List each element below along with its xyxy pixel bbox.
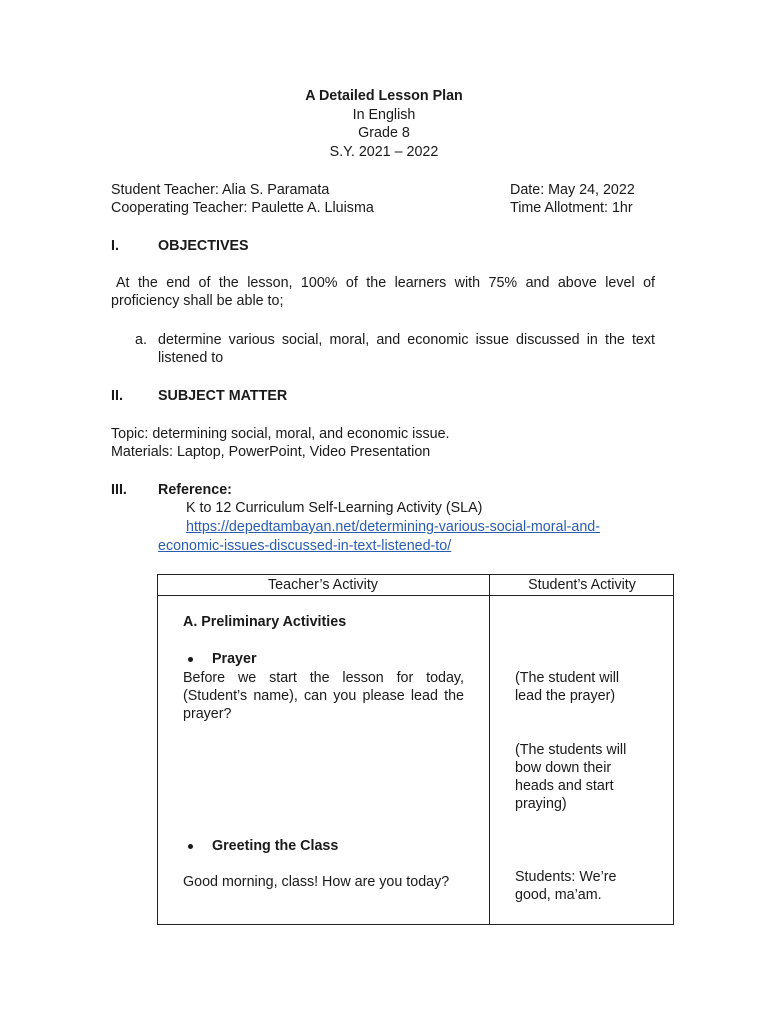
document-school-year: S.Y. 2021 – 2022 — [329, 144, 439, 160]
subject-matter-numeral: II. — [111, 388, 123, 404]
greeting-teacher-text: Good morning, class! How are you today? — [183, 874, 450, 890]
student-teacher: Student Teacher: Alia S. Paramata — [111, 182, 330, 198]
document-grade: Grade 8 — [358, 125, 410, 141]
objectives-heading: OBJECTIVES — [158, 238, 249, 254]
reference-source: K to 12 Curriculum Self-Learning Activity (SLA) — [186, 500, 483, 516]
preliminary-activities-heading: A. Preliminary Activities — [183, 614, 347, 630]
document-title: A Detailed Lesson Plan — [305, 88, 463, 104]
reference-heading: Reference: — [158, 482, 232, 498]
reference-numeral: III. — [111, 482, 127, 498]
document-subject: In English — [352, 107, 416, 123]
objective-item-marker: a. — [135, 332, 147, 348]
greeting-heading: Greeting the Class — [212, 838, 339, 854]
prayer-student-response: (The student will lead the prayer) — [515, 670, 620, 704]
prayer-bullet-icon — [188, 657, 193, 662]
lesson-date: Date: May 24, 2022 — [510, 182, 635, 198]
time-allotment: Time Allotment: 1hr — [510, 200, 633, 216]
table-column-divider — [489, 574, 490, 925]
reference-link-line1[interactable]: https://depedtambayan.net/determining-various-social-moral-and- — [186, 519, 601, 535]
prayer-heading: Prayer — [212, 651, 257, 667]
table-header-divider — [157, 595, 674, 596]
student-activity-header: Student’s Activity — [528, 577, 636, 593]
objectives-intro: At the end of the lesson, 100% of the learners with 75% and above level of proficiency shall be able to; — [111, 275, 655, 309]
prayer-student-action: (The students will bow down their heads and start praying) — [515, 742, 627, 812]
teacher-activity-header: Teacher’s Activity — [268, 577, 378, 593]
subject-matter-heading: SUBJECT MATTER — [158, 388, 288, 404]
greeting-bullet-icon — [188, 844, 193, 849]
prayer-teacher-text: Before we start the lesson for today, (Student’s name), can you please lead the prayer? — [183, 670, 464, 722]
topic-line: Topic: determining social, moral, and economic issue. — [111, 426, 450, 442]
cooperating-teacher: Cooperating Teacher: Paulette A. Lluisma — [111, 200, 374, 216]
objectives-numeral: I. — [111, 238, 119, 254]
materials-line: Materials: Laptop, PowerPoint, Video Presentation — [111, 444, 431, 460]
objective-item-a: determine various social, moral, and economic issue discussed in the text listened to — [158, 332, 655, 366]
greeting-student-response: Students: We’re good, ma’am. — [515, 869, 617, 903]
reference-link-line2[interactable]: economic-issues-discussed-in-text-listened-to/ — [158, 538, 452, 554]
